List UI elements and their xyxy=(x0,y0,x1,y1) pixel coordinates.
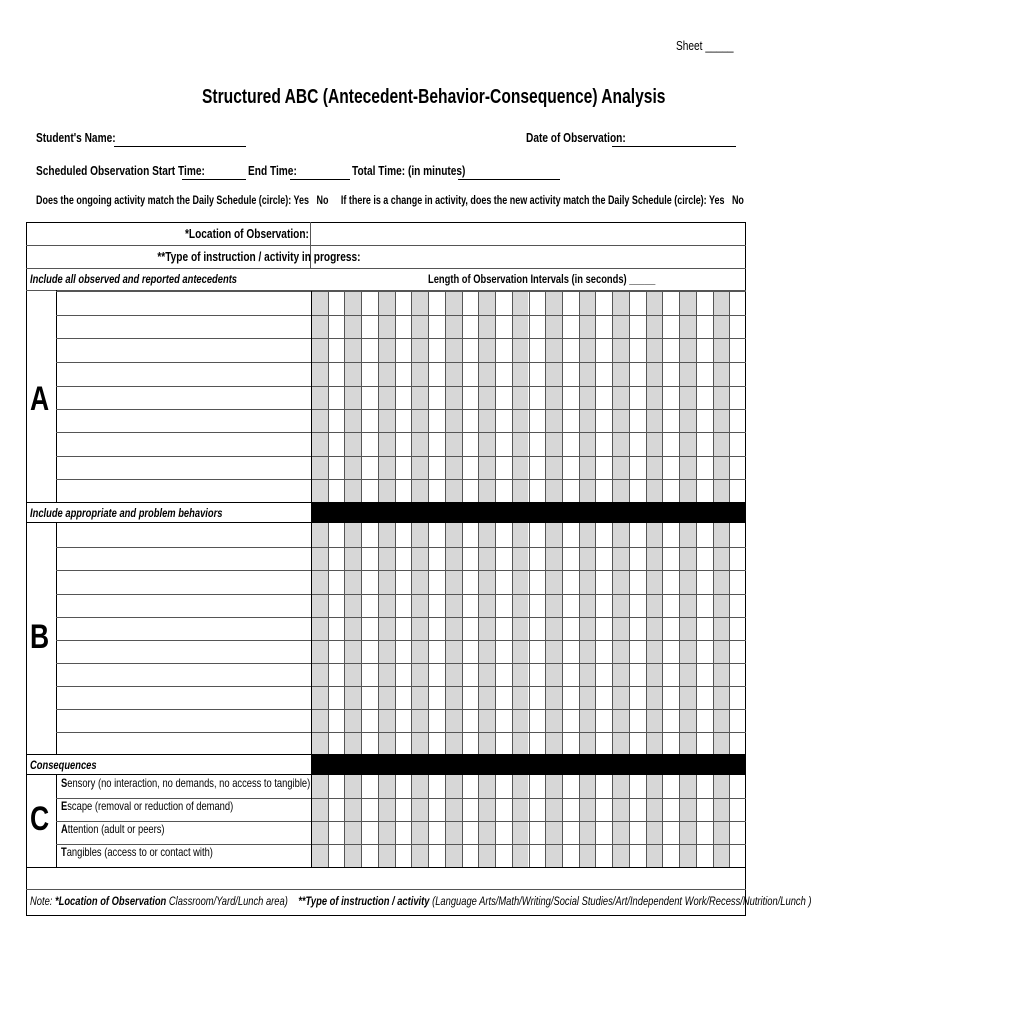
interval-column-line xyxy=(562,523,563,754)
grid-separator xyxy=(311,523,312,754)
total-time-field[interactable] xyxy=(458,165,560,180)
start-time-label: Scheduled Observation Start Time: xyxy=(36,163,205,178)
interval-column-line xyxy=(428,523,429,754)
interval-column-line xyxy=(361,523,362,754)
interval-column-line xyxy=(445,523,446,754)
yes-option[interactable]: Yes xyxy=(293,195,310,207)
interval-column-line xyxy=(595,291,596,502)
sheet-label: Sheet _____ xyxy=(676,38,734,53)
interval-column-line xyxy=(729,291,730,502)
entry-row-line xyxy=(56,594,746,595)
end-time-field[interactable] xyxy=(290,165,350,180)
interval-column-line xyxy=(512,291,513,502)
interval-column-line xyxy=(646,523,647,754)
entry-row-line xyxy=(56,386,746,387)
consequence-item: Tangibles (access to or contact with) xyxy=(61,845,213,859)
interval-cell-shaded[interactable] xyxy=(646,523,663,754)
interval-cell-shaded[interactable] xyxy=(445,291,462,502)
consequence-item: Sensory (no interaction, no demands, no access to tangible) xyxy=(61,776,311,790)
interval-cell-shaded[interactable] xyxy=(311,291,328,502)
interval-column-line xyxy=(579,523,580,754)
entry-row-line xyxy=(56,479,746,480)
interval-cell-shaded[interactable] xyxy=(411,291,428,502)
no-option[interactable]: No xyxy=(316,195,329,207)
interval-column-line xyxy=(478,291,479,502)
yes-option-2[interactable]: Yes xyxy=(709,195,725,207)
interval-cell-shaded[interactable] xyxy=(344,523,361,754)
interval-cell-shaded[interactable] xyxy=(411,523,428,754)
interval-column-line xyxy=(529,291,530,502)
section-b-letter: B xyxy=(30,618,50,656)
interval-cell-shaded[interactable] xyxy=(612,291,629,502)
consequence-row-line xyxy=(56,798,746,799)
interval-column-line xyxy=(328,291,329,502)
interval-cell-shaded[interactable] xyxy=(378,291,395,502)
interval-column-line xyxy=(478,523,479,754)
grid-separator xyxy=(311,775,312,867)
interval-cell-shaded[interactable] xyxy=(579,291,596,502)
interval-column-line xyxy=(411,291,412,502)
entry-row-line xyxy=(56,432,746,433)
instruction-label: **Type of instruction / activity in progress: xyxy=(157,249,361,264)
student-name-label: Student's Name: xyxy=(36,130,116,145)
interval-column-line xyxy=(395,523,396,754)
behaviors-label: Include appropriate and problem behaviors xyxy=(30,506,223,520)
interval-column-line xyxy=(713,291,714,502)
no-option-2[interactable]: No xyxy=(731,195,744,207)
interval-cell-shaded[interactable] xyxy=(679,291,696,502)
interval-column-line xyxy=(495,523,496,754)
entry-row-line xyxy=(56,570,746,571)
end-time-label: End Time: xyxy=(248,163,297,178)
interval-column-line xyxy=(344,291,345,502)
consequences-label: Consequences xyxy=(30,758,97,772)
interval-column-line xyxy=(629,291,630,502)
interval-cell-shaded[interactable] xyxy=(478,523,495,754)
instruction-field[interactable] xyxy=(312,247,744,267)
interval-cell-shaded[interactable] xyxy=(512,523,529,754)
interval-column-line xyxy=(729,523,730,754)
consequence-row-line xyxy=(56,844,746,845)
start-time-field[interactable] xyxy=(182,165,246,180)
entry-row-line xyxy=(56,338,746,339)
consequence-item: Escape (removal or reduction of demand) xyxy=(61,799,234,813)
interval-cell-shaded[interactable] xyxy=(545,291,562,502)
interval-cell-shaded[interactable] xyxy=(679,523,696,754)
total-time-label: Total Time: (in minutes) xyxy=(352,163,466,178)
date-label: Date of Observation: xyxy=(526,130,626,145)
consequence-row-line xyxy=(56,821,746,822)
interval-column-line xyxy=(629,523,630,754)
location-label: *Location of Observation: xyxy=(184,226,309,241)
interval-column-line xyxy=(378,523,379,754)
entry-row-line xyxy=(56,686,746,687)
interval-column-line xyxy=(428,291,429,502)
location-field[interactable] xyxy=(312,224,744,244)
entry-row-line xyxy=(56,663,746,664)
section-c-letter: C xyxy=(30,800,50,838)
interval-cell-shaded[interactable] xyxy=(646,291,663,502)
interval-column-line xyxy=(646,291,647,502)
interval-column-line xyxy=(612,291,613,502)
interval-cell-shaded[interactable] xyxy=(512,291,529,502)
interval-cell-shaded[interactable] xyxy=(445,523,462,754)
behaviors-header-bar xyxy=(311,502,746,523)
interval-column-line xyxy=(562,291,563,502)
interval-column-line xyxy=(579,291,580,502)
interval-column-line xyxy=(462,291,463,502)
section-a-letter: A xyxy=(30,380,50,418)
date-field[interactable] xyxy=(612,132,736,147)
antecedents-label: Include all observed and reported antecedents xyxy=(30,272,238,286)
interval-column-line xyxy=(662,291,663,502)
interval-column-line xyxy=(696,523,697,754)
entry-row-line xyxy=(56,409,746,410)
interval-cell-shaded[interactable] xyxy=(579,523,596,754)
entry-row-line xyxy=(56,617,746,618)
interval-column-line xyxy=(612,523,613,754)
interval-column-line xyxy=(679,291,680,502)
interval-column-line xyxy=(378,291,379,502)
interval-column-line xyxy=(495,291,496,502)
interval-column-line xyxy=(411,523,412,754)
entry-row-line xyxy=(56,291,746,292)
entry-row-line xyxy=(56,456,746,457)
consequence-item: Attention (adult or peers) xyxy=(61,822,165,836)
entry-row-line xyxy=(56,315,746,316)
interval-column-line xyxy=(462,523,463,754)
interval-cell-shaded[interactable] xyxy=(545,523,562,754)
interval-length-label: Length of Observation Intervals (in seconds) _____ xyxy=(428,272,656,286)
interval-cell-shaded[interactable] xyxy=(311,523,328,754)
student-name-field[interactable] xyxy=(114,132,246,147)
interval-cell-shaded[interactable] xyxy=(378,523,395,754)
interval-column-line xyxy=(679,523,680,754)
entry-row-line xyxy=(56,709,746,710)
entry-row-line xyxy=(56,362,746,363)
interval-column-line xyxy=(595,523,596,754)
interval-column-line xyxy=(328,523,329,754)
interval-column-line xyxy=(662,523,663,754)
interval-cell-shaded[interactable] xyxy=(612,523,629,754)
interval-cell-shaded[interactable] xyxy=(344,291,361,502)
interval-column-line xyxy=(512,523,513,754)
entry-row-line xyxy=(56,547,746,548)
interval-column-line xyxy=(529,523,530,754)
interval-cell-shaded[interactable] xyxy=(713,291,730,502)
entry-row-line xyxy=(56,732,746,733)
interval-cell-shaded[interactable] xyxy=(713,523,730,754)
interval-column-line xyxy=(361,291,362,502)
interval-cell-shaded[interactable] xyxy=(478,291,495,502)
interval-column-line xyxy=(344,523,345,754)
note-text: Note: *Location of Observation Classroom/Yard/Lunch area) **Type of instruction / activity (Language Arts/Math/Writing/Social Studies/Art/Independent Work/Recess/Nutrition/Lunch ) xyxy=(30,894,812,908)
interval-column-line xyxy=(395,291,396,502)
interval-column-line xyxy=(545,523,546,754)
interval-column-line xyxy=(545,291,546,502)
activity-match-question: Does the ongoing activity match the Daily Schedule (circle): Yes No If there is a change in activity, does the new activity match the Daily Schedule (circle): Yes No xyxy=(36,195,744,207)
page-title: Structured ABC (Antecedent-Behavior-Consequence) Analysis xyxy=(202,86,666,108)
grid-separator xyxy=(311,291,312,502)
interval-column-line xyxy=(445,291,446,502)
entry-row-line xyxy=(56,640,746,641)
interval-column-line xyxy=(696,291,697,502)
interval-column-line xyxy=(713,523,714,754)
consequences-header-bar xyxy=(311,754,746,774)
